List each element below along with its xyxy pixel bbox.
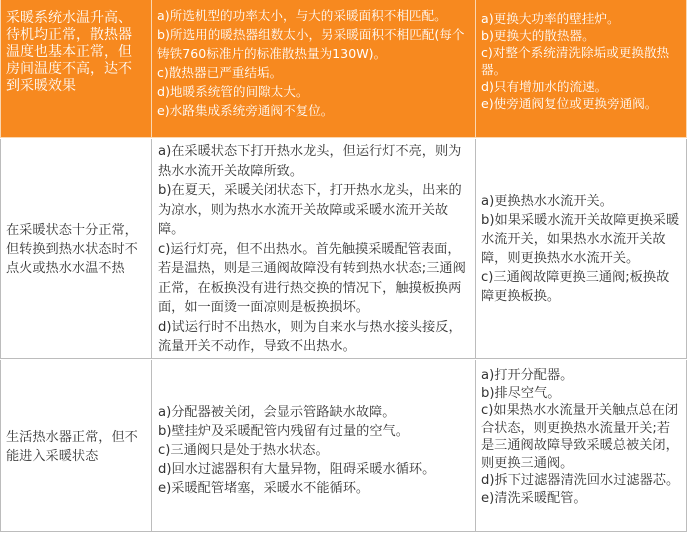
- cause-item: c)散热器已严重结垢。: [157, 65, 283, 80]
- solution-item: a)更换大功率的壁挂炉。: [481, 11, 620, 26]
- cause-item: d)地暖系统管的间隙太大。: [157, 84, 309, 99]
- solution-item: b)如果采暖水流开关故障更换采暖水流开关，如果热水水流开关故障，则更换热水水流开关。: [481, 213, 680, 266]
- solution-cell: [476, 0, 687, 138]
- symptom-cell: [0, 139, 152, 359]
- solution-cell: [476, 139, 687, 359]
- symptom-text: 生活热水器正常，但不能进入采暖状态: [6, 430, 138, 464]
- cause-item: c)运行灯亮，但不出热水。首先触摸采暖配管表面，若是温热，则是三通阀故障没有转到热水状态;三通阀正常，在板换没有进行热交换的情况下，触摸板换两面，如一面烫一面凉则是板换损坏。: [158, 241, 466, 315]
- cause-cell: [152, 0, 476, 138]
- solution-item: b)排尽空气。: [481, 385, 561, 401]
- cause-item: b)所选用的暖热器组数太小，另采暖面积不相匹配(每个铸铁760标准片的标准散热量为130W)。: [157, 27, 465, 61]
- symptom-text: 采暖系统水温升高、待机均正常，散热器温度也基本正常，但房间温度不高，达不到采暖效果: [6, 10, 132, 94]
- table-row: [0, 0, 687, 138]
- solution-item: c)三通阀故障更换三通阀;板换故障更换板换。: [481, 270, 670, 304]
- solution-item: a)打开分配器。: [481, 368, 574, 383]
- cause-item: d)试运行时不出热水，则为自来水与热水接头接反，流量开关不动作，导致不出热水。: [158, 319, 462, 354]
- cause-item: a)在采暖状态下打开热水龙头，但运行灯不亮，则为热水水流开关故障所致。: [158, 144, 462, 179]
- table-row: [0, 360, 687, 532]
- cause-item: e)水路集成系统旁通阀不复位。: [157, 103, 334, 118]
- solution-cell: [476, 360, 687, 532]
- cause-item: a)分配器被关闭，会显示管路缺水故障。: [158, 405, 396, 420]
- solution-item: b)更换大的散热器。: [481, 28, 595, 43]
- solution-item: c)如果热水水流量开关触点总在闭合状态，则更换热水流量开关;若是三通阀故障导致采暖总被关闭，则更换三通阀。: [481, 403, 679, 471]
- solution-item: d)只有增加水的流速。: [481, 79, 608, 94]
- cause-item: d)回水过滤器积有大量异物，阻碍采暖水循环。: [158, 462, 436, 477]
- solution-item: d)拆下过滤器清洗回水过滤器芯。: [481, 473, 680, 488]
- symptom-cell: [0, 360, 152, 532]
- cause-item: b)在夏天，采暖关闭状态下，打开热水龙头，出来的为凉水，则为热水水流开关故障或采暖水流开关故障。: [158, 183, 462, 237]
- cause-cell: [152, 360, 476, 532]
- solution-item: c)对整个系统清洗除垢或更换散热器。: [481, 45, 670, 77]
- cause-item: b)壁挂炉及采暖配管内残留有过量的空气。: [158, 424, 409, 439]
- symptom-cell: [0, 0, 152, 138]
- cause-cell: [152, 139, 476, 359]
- cause-item: e)采暖配管堵塞，采暖水不能循环。: [158, 481, 370, 496]
- table-row: [0, 139, 687, 359]
- solution-item: a)更换热水水流开关。: [481, 194, 613, 209]
- solution-item: e)使旁通阀复位或更换旁通阀。: [481, 96, 658, 111]
- solution-item: e)清洗采暖配管。: [481, 490, 587, 506]
- symptom-text: 在采暖状态十分正常，但转换到热水状态时不点火或热水水温不热: [6, 223, 138, 276]
- cause-item: a)所选机型的功率太小，与大的采暖面积不相匹配。: [157, 8, 447, 23]
- cause-item: c)三通阀只是处于热水状态。: [158, 443, 329, 458]
